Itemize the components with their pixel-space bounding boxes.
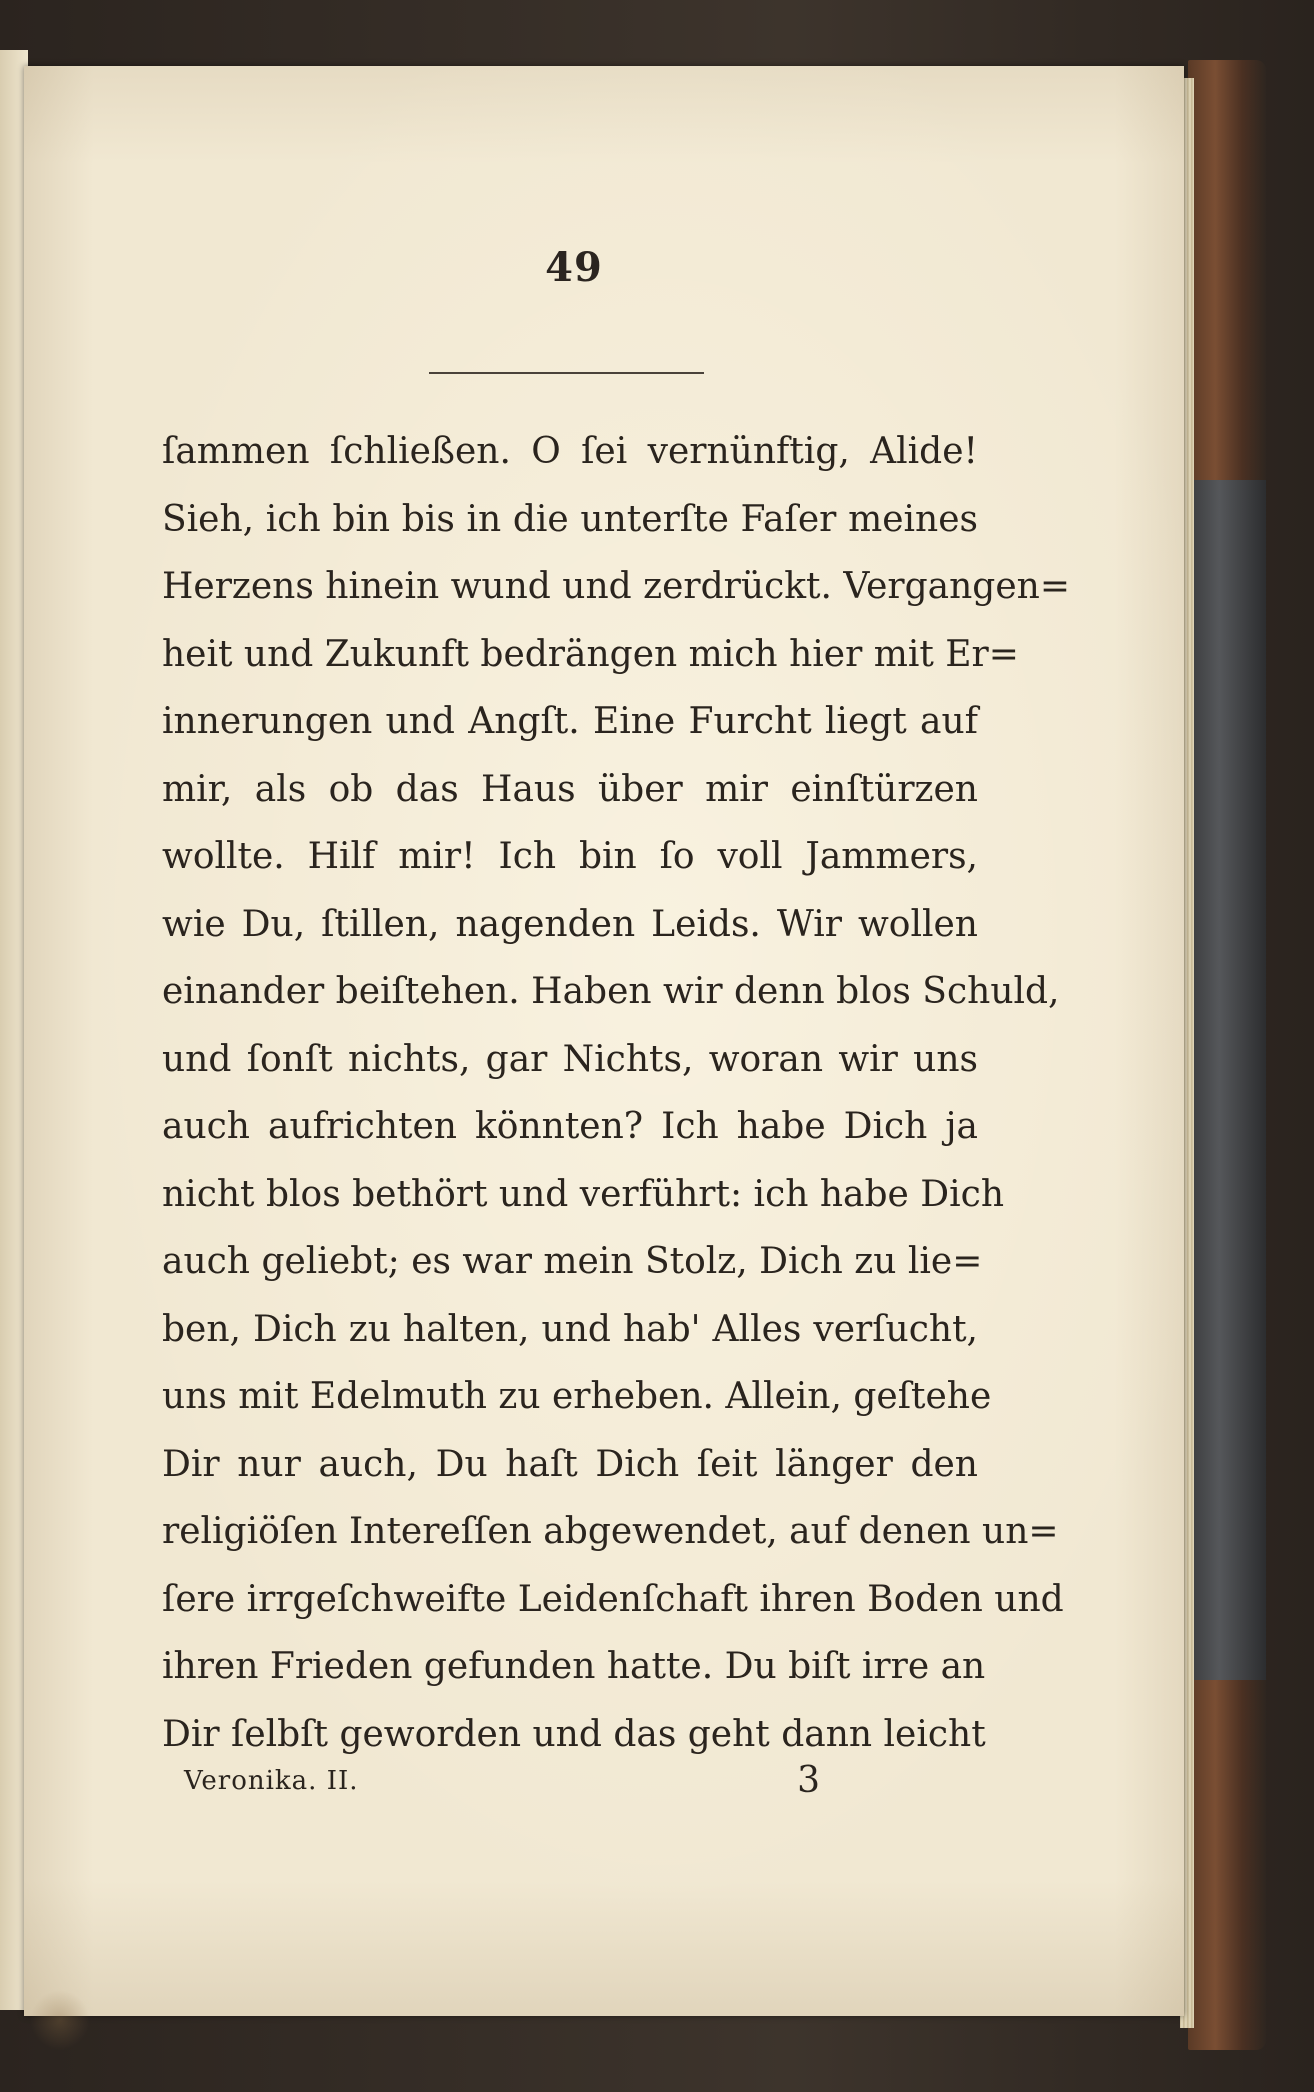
signature-line: Veronika. II. [184,1766,359,1796]
text-line: ſammen ſchließen. O ſei vernünftig, Alide! [162,431,978,472]
text-line: Herzens hinein wund und zerdrückt. Vergangen= [162,566,1070,607]
text-line: nicht blos bethört und verführt: ich habe Dich [162,1173,1005,1215]
text-line: ſere irrgeſchweifte Leidenſchaft ihren Boden und [162,1578,1064,1620]
text-line: wollte. Hilf mir! Ich bin ſo voll Jammers, [162,836,978,877]
text-line: ben, Dich zu halten, und hab' Alles verſucht, [162,1308,978,1350]
text-line: auch aufrichten könnten? Ich habe Dich ja [162,1106,978,1147]
signature-mark: 3 [797,1760,820,1801]
text-line: auch geliebt; es war mein Stolz, Dich zu lie= [162,1241,983,1282]
body-text [162,418,1070,1768]
text-line: Dir nur auch, Du haſt Dich ſeit länger den [162,1443,978,1485]
header-rule [429,372,704,374]
text-line: Sieh, ich bin bis in die unterſte Faſer meines [162,498,978,540]
text-line: heit und Zukunft bedrängen mich hier mit Er= [162,633,1019,675]
book-cover-edge [1188,60,1266,2050]
text-line: ihren Frieden gefunden hatte. Du biſt irre an [162,1646,986,1687]
text-line: wie Du, ſtillen, nagenden Leids. Wir wollen [162,903,978,945]
text-line: Dir ſelbſt geworden und das geht dann leicht [162,1713,986,1755]
book-page [24,66,1184,2016]
text-line: und ſonſt nichts, gar Nichts, woran wir uns [162,1038,978,1080]
text-line: religiöſen Intereſſen abgewendet, auf denen un= [162,1511,1059,1552]
page-number: 49 [545,244,603,291]
text-line: innerungen und Angſt. Eine Furcht liegt auf [162,701,978,742]
page-stain [30,1990,90,2050]
text-line: uns mit Edelmuth zu erheben. Allein, geſtehe [162,1376,992,1417]
cover-cloth-band [1188,480,1266,1680]
text-line: mir, als ob das Haus über mir einſtürzen [162,768,978,810]
text-line: einander beiſtehen. Haben wir denn blos Schuld, [162,971,1060,1012]
